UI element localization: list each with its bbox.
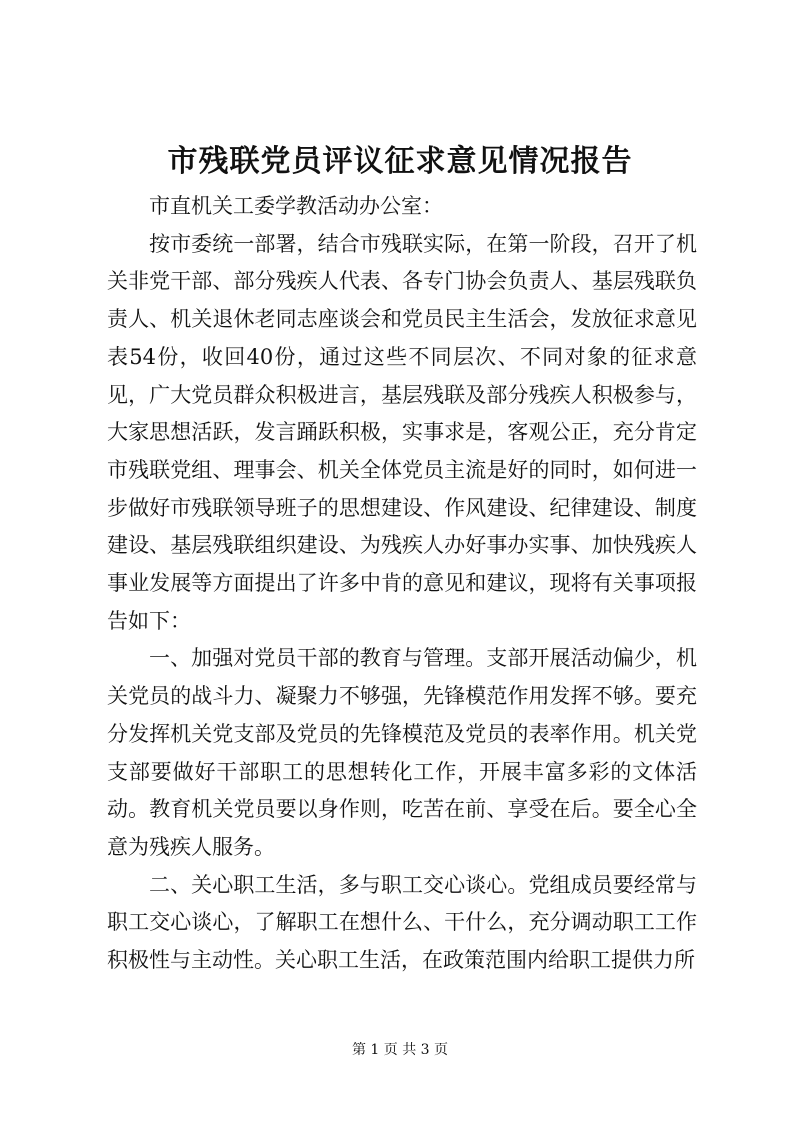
paragraph-section-2: 二、关心职工生活，多与职工交心谈心。党组成员要经常与职工交心谈心，了解职工在想什么、干什么，充分调动职工工作积极性与主动性。关心职工生活，在政策范围内给职工提供力所: [107, 872, 697, 973]
page-footer: 第 1 页 共 3 页: [351, 1042, 449, 1058]
document-body: [107, 188, 697, 980]
paragraph-intro: 按市委统一部署，结合市残联实际，在第一阶段，召开了机关非党干部、部分残疾人代表、各专门协会负责人、基层残联负责人、机关退休老同志座谈会和党员民主生活会，发放征求意见表54份，收回40份，通过这些不同层次、不同对象的征求意见，广大党员群众积极进言，基层残联及部分残疾人积极参与，大家思想活跃，发言踊跃积极，实事求是，客观公正，充分肯定市残联党组、理事会、机关全体党员主流是好的同时，如何进一步做好市残联领导班子的思想建设、作风建设、纪律建设、制度建设、基层残联组织建设、为残疾人办好事办实事、加快残疾人事业发展等方面提出了许多中肯的意见和建议，现将有关事项报告如下：: [107, 231, 697, 633]
salutation: 市直机关工委学教活动办公室：: [149, 194, 443, 218]
document-title: 市残联党员评议征求意见情况报告: [167, 144, 633, 179]
paragraph-section-1: 一、加强对党员干部的教育与管理。支部开展活动偏少，机关党员的战斗力、凝聚力不够强，先锋模范作用发挥不够。要充分发挥机关党支部及党员的先锋模范及党员的表率作用。机关党支部要做好干部职工的思想转化工作，开展丰富多彩的文体活动。教育机关党员要以身作则，吃苦在前、享受在后。要全心全意为残疾人服务。: [107, 646, 697, 859]
